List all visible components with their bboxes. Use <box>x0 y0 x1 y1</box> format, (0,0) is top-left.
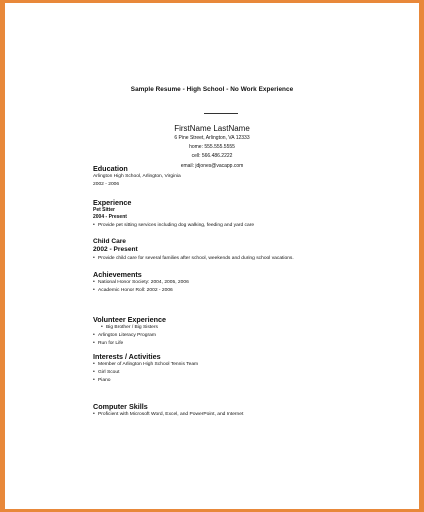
childcare-section <box>93 238 393 263</box>
skills-section <box>93 402 393 419</box>
volunteer-heading: Volunteer Experience <box>93 315 166 324</box>
title-divider <box>204 113 238 114</box>
education-years: 2002 - 2006 <box>93 181 120 187</box>
document-title: Sample Resume - High School - No Work Experience <box>130 86 294 93</box>
experience-heading: Experience <box>93 198 132 207</box>
email-line: email: jdjones@vacapp.com <box>180 162 244 169</box>
volunteer-section <box>93 315 393 347</box>
resume-page <box>20 10 404 502</box>
cell-phone: cell: 566.486.2222 <box>191 153 233 160</box>
job1-title: Pet Sitter <box>93 207 115 213</box>
job2-dates: 2002 - Present <box>93 246 138 254</box>
job1-bullet: • Provide pet sitting services including dog walking, feeding and yard care <box>93 222 393 230</box>
achievement-item: • National Honor Society: 2004, 2005, 2006 <box>93 279 393 287</box>
skills-heading: Computer Skills <box>93 402 148 411</box>
volunteer-item: • Big Brother / Big Sisters <box>93 324 393 332</box>
home-phone: home: 555.555.5555 <box>189 144 235 151</box>
interests-section <box>93 352 393 384</box>
interest-item: • Girl Scout <box>93 369 393 377</box>
interests-heading: Interests / Activities <box>93 352 161 361</box>
education-school: Arlington High School, Arlington, Virginia <box>93 174 181 179</box>
address-line: 6 Pine Street, Arlington, VA 12333 <box>174 135 250 141</box>
skill-item: • Proficient with Microsoft Word, Excel, and PowerPoint, and Internet <box>93 411 393 419</box>
achievements-heading: Achievements <box>93 270 142 279</box>
interest-item: • Member of Arlington High School Tennis Team <box>93 361 393 369</box>
education-section <box>93 164 393 188</box>
applicant-name: FirstName LastName <box>174 124 250 133</box>
achievements-section <box>93 270 393 295</box>
experience-section <box>93 198 393 230</box>
education-heading: Education <box>93 164 128 173</box>
interest-item: • Piano <box>93 377 393 385</box>
job2-title: Child Care <box>93 238 126 245</box>
job1-dates: 2004 - Present <box>93 214 127 221</box>
volunteer-item: • Run for Life <box>93 340 393 348</box>
volunteer-item: • Arlington Literacy Program <box>93 332 393 340</box>
job2-bullet: • Provide child care for several families after school, weekends and during school vacations. <box>93 255 393 263</box>
achievement-item: • Academic Honor Roll: 2002 - 2006 <box>93 287 393 295</box>
